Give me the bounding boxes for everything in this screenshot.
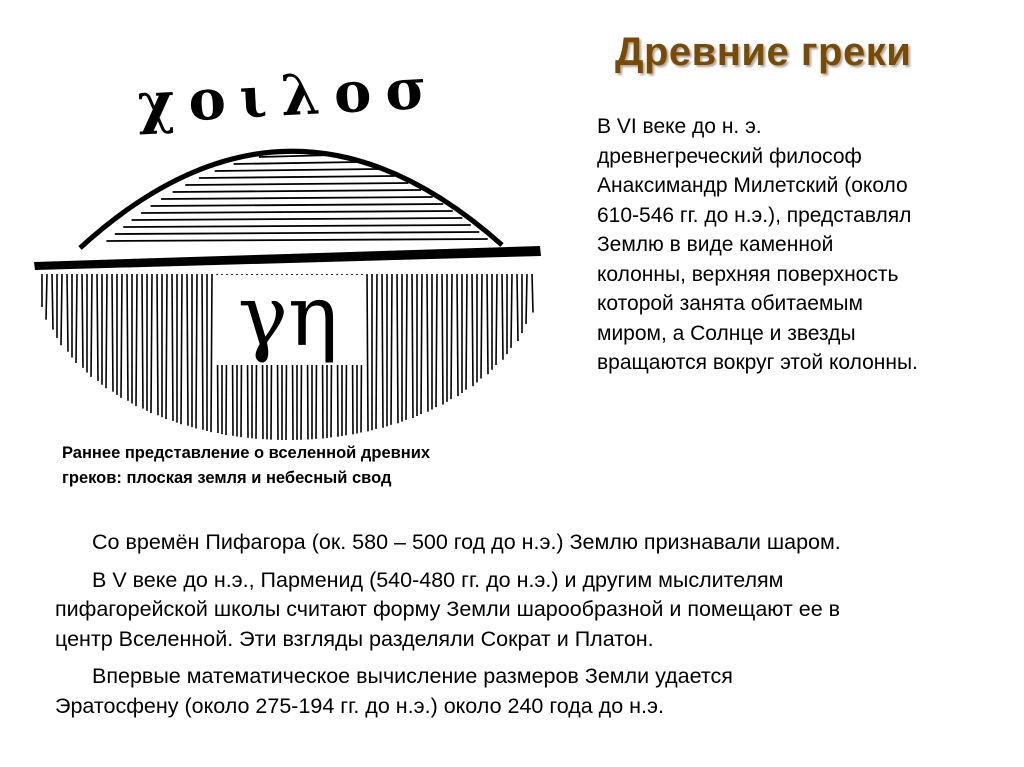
earth-hatch-line: [451, 274, 452, 399]
earth-hatch-line: [487, 274, 488, 374]
paragraph-line: Эратосфену (около 275-194 гг. до н.э.) около 240 года до н.э.: [55, 693, 664, 718]
side-text-line: Анаксимандр Милетский (около: [597, 174, 908, 197]
earth-hatch-line: [211, 274, 212, 432]
side-text-line: миром, а Солнце и звезды: [597, 321, 856, 345]
side-text-line: 610-546 гг. до н.э.), представлял: [597, 203, 912, 227]
earth-hatch-line: [76, 274, 77, 363]
earth-hatch-line: [517, 274, 518, 341]
sky-hatch-line: [132, 218, 463, 220]
sky-hatch-line: [106, 239, 487, 241]
earth-hatch-line: [412, 274, 413, 418]
paragraph-pythagoras: [55, 528, 1015, 558]
sky-hatch-line: [234, 162, 360, 164]
earth-hatch-line: [136, 274, 137, 406]
side-text-line: колонны, верхняя поверхность: [597, 262, 899, 286]
sky-hatch-line: [123, 225, 471, 227]
earth-hatch-line: [67, 274, 68, 352]
earth-hatch-line: [421, 274, 422, 414]
earth-hatch-line: [172, 274, 173, 421]
earth-hatch-line: [151, 274, 152, 413]
earth-hatch-line: [472, 274, 473, 386]
earth-hatch-line: [367, 274, 368, 431]
earth-hatch-line: [166, 274, 167, 419]
earth-hatch-line: [181, 274, 182, 424]
main-body-text: [55, 528, 1015, 729]
earth-word-label: γη: [237, 267, 339, 365]
earth-hatch-line: [442, 274, 443, 405]
earth-hatch-line: [97, 274, 98, 381]
earth-hatch-line: [532, 274, 533, 312]
earth-hatch-line: [196, 274, 197, 429]
earth-hatch-line: [112, 274, 113, 392]
earth-hatch-line: [52, 274, 53, 330]
earth-hatch-line: [82, 274, 83, 368]
paragraph-line: центр Вселенной. Эти взгляды разделяли Сократ и Платон.: [55, 626, 654, 651]
side-text-line: древнегреческий философ: [597, 144, 862, 168]
paragraph-line: Со времён Пифагора (ок. 580 – 500 год до н.э.) Землю признавали шаром.: [92, 530, 841, 554]
side-text-line: Землю в виде каменной: [597, 233, 834, 256]
paragraph-line: пифагорейской школы считают форму Земли шарообразной и помещают ее в: [55, 597, 841, 621]
earth-hatch-line: [427, 274, 428, 412]
earth-hatch-line: [391, 274, 392, 425]
earth-hatch-line: [382, 274, 383, 428]
earth-hatch-line: [466, 274, 467, 390]
earth-hatch-line: [406, 274, 407, 420]
sky-word-label: χοιλοσ: [135, 55, 443, 137]
side-text-line: которой занята обитаемым: [597, 292, 863, 315]
earth-hatch-line: [481, 274, 482, 379]
sky-hatch-line: [215, 169, 379, 171]
earth-hatch-line: [397, 274, 398, 423]
earth-hatch-line: [457, 274, 458, 396]
caption-line: греков: плоская земля и небесный свод: [62, 469, 392, 487]
sky-hatch-line: [161, 197, 433, 199]
sky-hatch-line: [199, 176, 395, 178]
earth-hatch-line: [91, 274, 92, 377]
paragraph-line: В V веке до н.э., Парменид (540-480 гг. до н.э.) и другим мыслителям: [92, 567, 784, 592]
earth-hatch-line: [511, 274, 512, 348]
earth-hatch-line: [436, 274, 437, 407]
earth-hatch-line: [121, 274, 122, 398]
caption-line: Раннее представление о вселенной древних: [62, 444, 431, 462]
earth-hatch-line: [142, 274, 143, 409]
earth-hatch-line: [376, 274, 377, 429]
sky-hatch-line: [115, 232, 479, 234]
side-text-line: вращаются вокруг этой колонны.: [597, 351, 918, 374]
earth-hatch-line: [157, 274, 158, 415]
earth-hatch-line: [496, 274, 497, 365]
sky-hatch-line: [173, 190, 421, 192]
earth-hatch-line: [202, 274, 203, 430]
sky-hatch-line: [185, 183, 408, 185]
slide-title: Древние греки: [615, 30, 912, 74]
earth-hatch-line: [502, 274, 503, 360]
sky-hatch-line: [151, 204, 444, 206]
earth-hatch-line: [61, 274, 62, 345]
paragraph-parmenides: [55, 566, 1015, 655]
flat-earth-diagram: [20, 20, 560, 440]
earth-hatch-line: [106, 274, 107, 388]
figure-caption: [62, 441, 532, 491]
sky-hatch-line: [141, 211, 453, 213]
anaximander-description: [597, 112, 1002, 378]
earth-hatch-line: [46, 274, 47, 320]
ancient-universe-figure: [20, 20, 560, 440]
sky-hatching: [106, 155, 487, 241]
paragraph-line: Впервые математическое вычисление размеров Земли удается: [92, 664, 733, 688]
side-text-line: В VI веке до н. э.: [597, 115, 762, 138]
earth-hatch-line: [187, 274, 188, 426]
earth-hatch-line: [127, 274, 128, 401]
paragraph-eratosthenes: [55, 662, 1015, 721]
earth-hatch-line: [526, 274, 527, 324]
